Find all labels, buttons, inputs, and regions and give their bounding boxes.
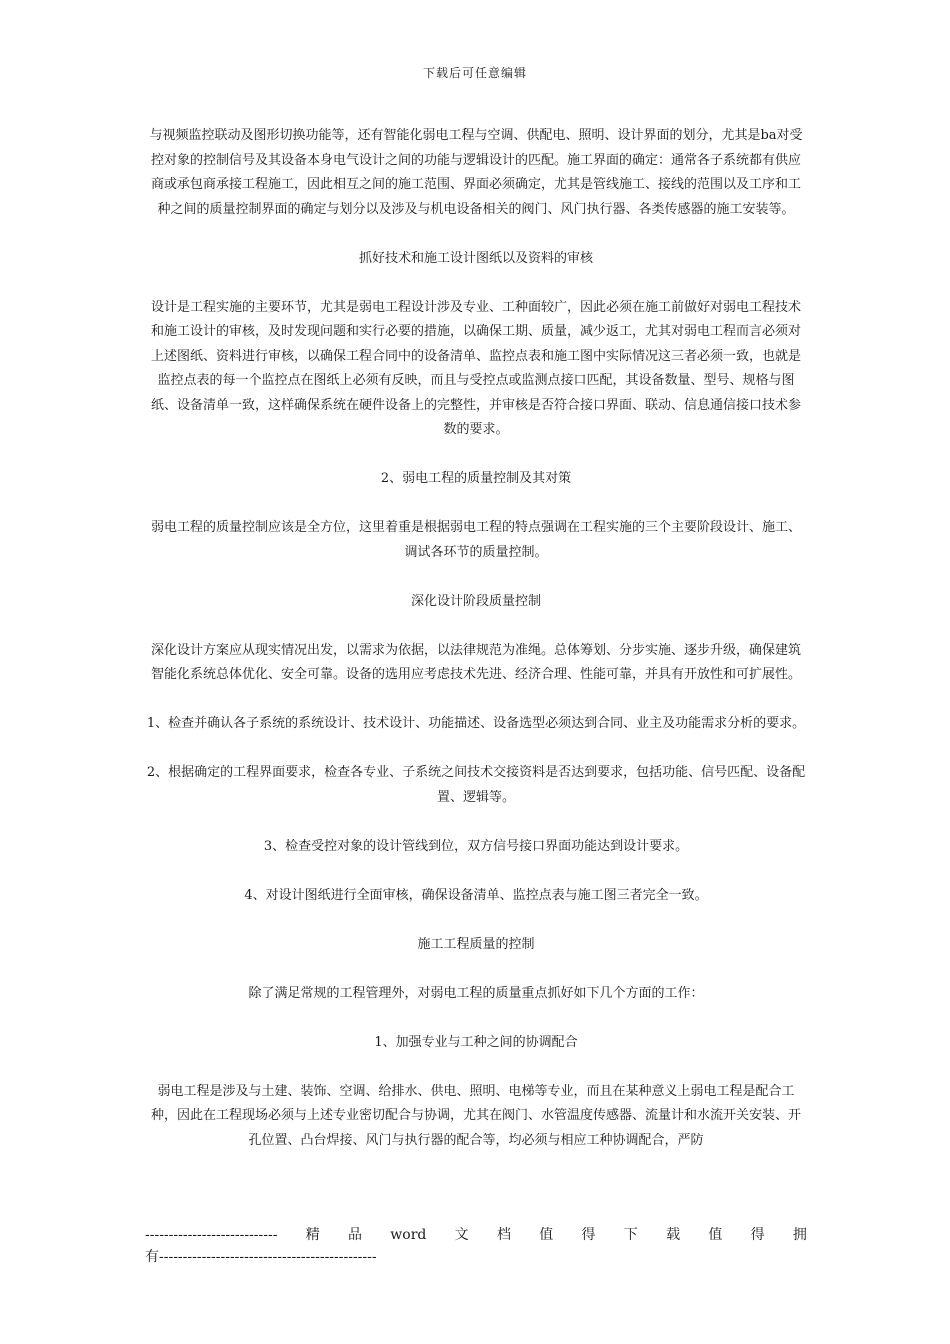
page-header: 下载后可任意编辑 bbox=[422, 66, 527, 80]
paragraph-deep-design: 深化设计方案应从现实情况出发，以需求为依据，以法律规范为准绳。总体筹划、分步实施、逐步升级，确保建筑智能化系统总体优化、安全可靠。设备的选用应考虑技术先进、经济合理、性能可靠，并具有开放性和可扩展性。 bbox=[150, 642, 801, 682]
footer-word: 档 bbox=[496, 1227, 511, 1243]
heading-coordination: 1、加强专业与工种之间的协调配合 bbox=[374, 1034, 578, 1050]
heading-quality-control: 2、弱电工程的质量控制及其对策 bbox=[380, 471, 572, 486]
paragraph-construction-intro: 除了满足常规的工程管理外，对弱电工程的质量重点抓好如下几个方面的工作： bbox=[248, 985, 704, 1001]
document-body bbox=[145, 124, 807, 1153]
footer-word: 品 bbox=[348, 1227, 363, 1243]
heading-drawing-review: 抓好技术和施工设计图纸以及资料的审核 bbox=[358, 250, 593, 266]
footer-word: 值 bbox=[539, 1227, 554, 1243]
list-item-3: 3、检查受控对象的设计管线到位，双方信号接口界面功能达到设计要求。 bbox=[263, 838, 689, 854]
list-item-2: 2、根据确定的工程界面要求，检查各专业、子系统之间技术交接资料是否达到要求，包括功能、信号匹配、设备配置、逻辑等。 bbox=[146, 765, 806, 805]
footer-word: 得 bbox=[581, 1227, 596, 1243]
heading-construction-quality: 施工工程质量的控制 bbox=[417, 936, 535, 952]
list-item-4: 4、对设计图纸进行全面审核，确保设备清单、监控点表与施工图三者完全一致。 bbox=[244, 887, 708, 903]
page-footer bbox=[145, 1224, 807, 1268]
footer-line-1 bbox=[145, 1224, 807, 1246]
paragraph-quality-overview: 弱电工程的质量控制应该是全方位，这里着重是根据弱电工程的特点强调在工程实施的三个主要阶段设计、施工、调试各环节的质量控制。 bbox=[150, 520, 801, 560]
footer-word: 拥 bbox=[792, 1227, 807, 1243]
paragraph-coordination: 弱电工程是涉及与土建、装饰、空调、给排水、供电、照明、电梯等专业，而且在某种意义上弱电工程是配合工种，因此在工程现场必须与上述专业密切配合与协调，尤其在阀门、水管温度传感器、流量计和水流开关安装、开孔位置、凸台焊接、风门与执行器的配合等，均必须与相应工种协调配合，严防 bbox=[150, 1083, 801, 1148]
footer-dashes-left: ---------------------------- bbox=[145, 1227, 278, 1243]
footer-word: 精 bbox=[305, 1227, 320, 1243]
footer-word: 得 bbox=[750, 1227, 765, 1243]
footer-word: 文 bbox=[454, 1227, 469, 1243]
footer-word: 下 bbox=[623, 1227, 638, 1243]
footer-word: word bbox=[390, 1227, 427, 1243]
list-item-1: 1、检查并确认各子系统的系统设计、技术设计、功能描述、设备选型必须达到合同、业主及功能需求分析的要求。 bbox=[146, 716, 806, 731]
heading-deep-design: 深化设计阶段质量控制 bbox=[410, 593, 541, 609]
footer-word: 载 bbox=[666, 1227, 681, 1243]
paragraph-interface-division: 与视频监控联动及图形切换功能等，还有智能化弱电工程与空调、供配电、照明、设计界面的划分，尤其是ba对受控对象的控制信号及其设备本身电气设计之间的功能与逻辑设计的匹配。施工界面的确定：通常各子系统都有供应商或承包商承接工程施工，因此相互之间的施工范围、界面必须确定，尤其是管线施工、接线的范围以及工序和工种之间的质量控制界面的确定与划分以及涉及与机电设备相关的阀门、风门执行器、各类传感器的施工安装等。 bbox=[149, 128, 803, 217]
paragraph-design-review: 设计是工程实施的主要环节，尤其是弱电工程设计涉及专业、工种面较广，因此必须在施工前做好对弱电工程技术和施工设计的审核，及时发现问题和实行必要的措施，以确保工期、质量，减少返工，尤其对弱电工程而言必须对上述图纸、资料进行审核，以确保工程合同中的设备清单、监控点表和施工图中实际情况这三者必须一致，也就是监控点表的每一个监控点在图纸上必须有反映，而且与受控点或监测点接口匹配，其设备数量、型号、规格与图纸、设备清单一致，这样确保系统在硬件设备上的完整性，并审核是否符合接口界面、联动、信息通信接口技术参数的要求。 bbox=[150, 299, 801, 437]
footer-line-2: 有---------------------------------------------- bbox=[145, 1249, 377, 1265]
footer-word: 值 bbox=[708, 1227, 723, 1243]
